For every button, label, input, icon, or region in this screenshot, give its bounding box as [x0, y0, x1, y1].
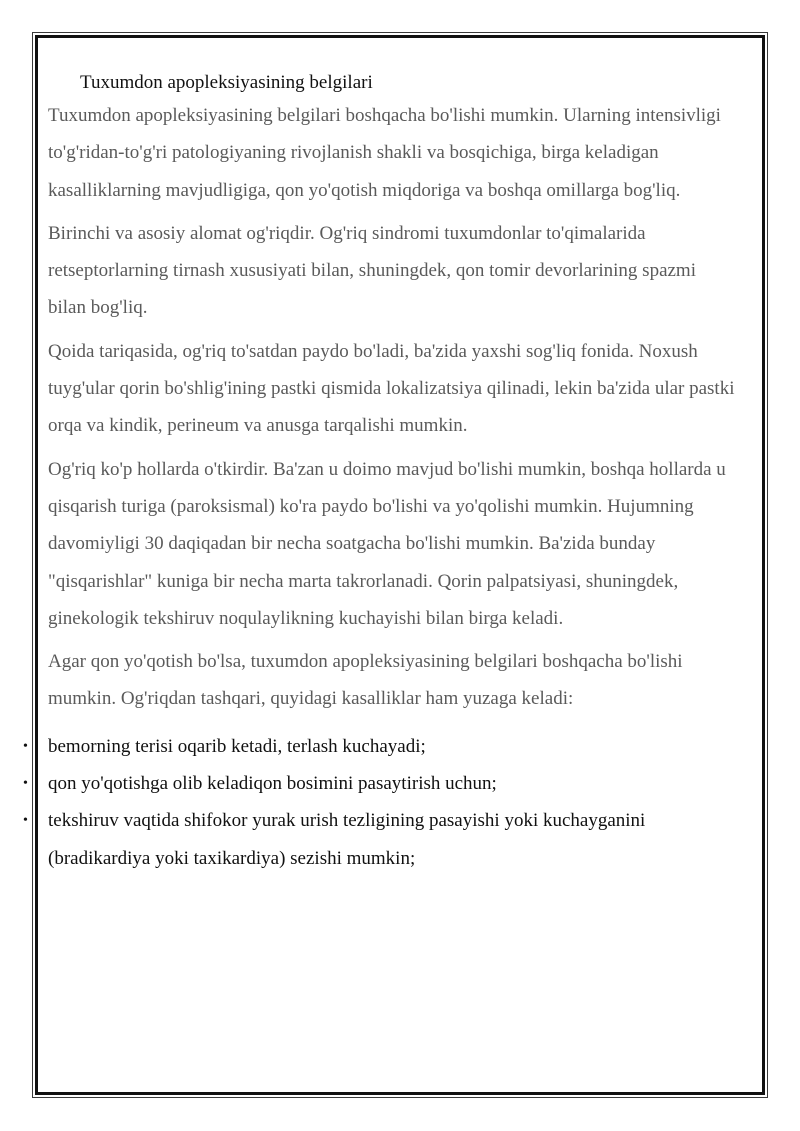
list-item: [23, 728, 738, 765]
paragraph-blood-loss: Agar qon yo'qotish bo'lsa, tuxumdon apopleksiyasining belgilari boshqacha bo'lishi mumkin. Og'riqdan tashqari, quyidagi kasalliklar ham yuzaga keladi:: [48, 651, 683, 710]
bullet-icon: •: [23, 813, 28, 829]
paragraph-main-symptom: Birinchi va asosiy alomat og'riqdir. Og'riq sindromi tuxumdonlar to'qimalarida retseptorlarning tirnash xususiyati bilan, shuningdek, qon tomir devorlarining spazmi bilan bog'liq.: [48, 222, 696, 319]
paragraph-intro: Tuxumdon apopleksiyasining belgilari boshqacha bo'lishi mumkin. Ularning intensivligi to'g'ridan-to'g'ri patologiyaning rivojlanish shakli va bosqichiga, birga keladigan kasalliklarning mavjudligiga, qon yo'qotish miqdoriga va boshqa omillarga bog'liq.: [48, 105, 721, 201]
list-item-text: bemorning terisi oqarib ketadi, terlash kuchayadi;: [48, 735, 426, 757]
symptom-list: [23, 728, 738, 877]
document-body: [23, 68, 738, 877]
list-item-text: qon yo'qotishga olib keladiqon bosimini pasaytirish uchun;: [48, 773, 497, 795]
list-item: [23, 802, 738, 877]
bullet-icon: •: [23, 776, 28, 792]
paragraph-pain-character: Og'riq ko'p hollarda o'tkirdir. Ba'zan u doimo mavjud bo'lishi mumkin, boshqa hollarda u qisqarish turiga (paroksismal) ko'ra paydo bo'lishi va yo'qolishi mumkin. Hujumning davomiyligi 30 daqiqadan bir necha soatgacha bo'lishi mumkin. Ba'zida bunday "qisqarishlar" kuniga bir necha marta takrorlanadi. Qorin palpatsiyasi, shuningdek, ginekologik tekshiruv noqulaylikning kuchayishi bilan birga keladi.: [48, 458, 726, 629]
bullet-icon: •: [23, 738, 28, 754]
paragraph-pain-onset: Qoida tariqasida, og'riq to'satdan paydo bo'ladi, ba'zida yaxshi sog'liq fonida. Noxush tuyg'ular qorin bo'shlig'ining pastki qismida lokalizatsiya qilinadi, lekin ba'zida ular pastki orqa va kindik, perineum va anusga tarqalishi mumkin.: [48, 340, 735, 437]
list-item: [23, 765, 738, 802]
list-item-text: tekshiruv vaqtida shifokor yurak urish tezligining pasayishi yoki kuchayganini (bradikardiya yoki taxikardiya) sezishi mumkin;: [48, 810, 646, 869]
document-heading: Tuxumdon apopleksiyasining belgilari: [80, 72, 373, 93]
